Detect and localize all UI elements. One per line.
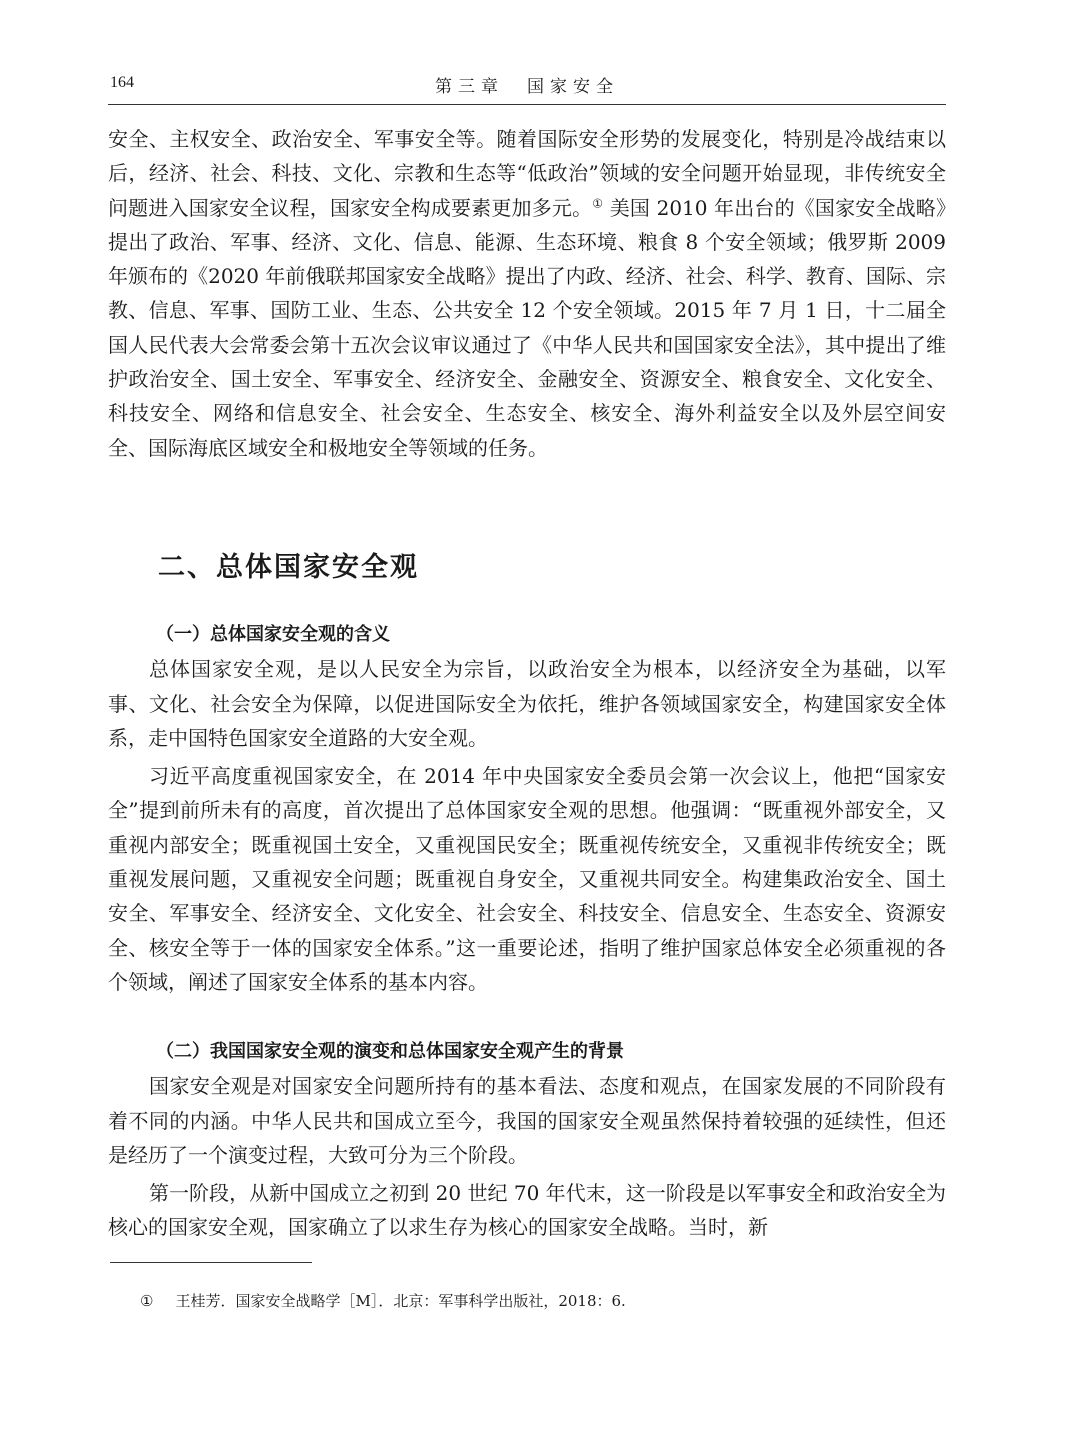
subsection-1-heading: （一）总体国家安全观的含义: [156, 624, 390, 645]
footnote: [140, 1290, 626, 1311]
subsection-1-paragraph-2: 习近平高度重视国家安全，在 2014 年中央国家安全委员会第一次会议上，他把“国家安全”提到前所未有的高度，首次提出了总体国家安全观的思想。他强调：“既重视外部安全，又重视内部安全；既重视国土安全，又重视国民安全；既重视传统安全，又重视非传统安全；既重视发展问题，又重视安全问题；既重视自身安全，又重视共同安全。构建集政治安全、国土安全、军事安全、经济安全、文化安全、社会安全、科技安全、信息安全、生态安全、资源安全、核安全等于一体的国家安全体系。”这一重要论述，指明了维护国家总体安全必须重视的各个领域，阐述了国家安全体系的基本内容。: [108, 764, 946, 994]
subsection-2: [108, 1035, 946, 1245]
subsection-2-paragraph-1: 国家安全观是对国家安全问题所持有的基本看法、态度和观点，在国家发展的不同阶段有着不同的内涵。中华人民共和国成立至今，我国的国家安全观虽然保持着较强的延续性，但还是经历了一个演变过程，大致可分为三个阶段。: [108, 1074, 946, 1167]
intro-paragraph: [108, 122, 946, 465]
footnote-mark: ①: [140, 1292, 154, 1310]
header-rule: [108, 104, 946, 105]
subsection-2-paragraph-2: 第一阶段，从新中国成立之初到 20 世纪 70 年代末，这一阶段是以军事安全和政治安全为核心的国家安全观，国家确立了以求生存为核心的国家安全战略。当时，新: [108, 1181, 946, 1240]
subsection-1: [108, 618, 946, 999]
footnote-text: 王桂芳．国家安全战略学［M］．北京：军事科学出版社，2018：6.: [175, 1292, 626, 1310]
running-head: 第三章 国家安全: [435, 77, 619, 97]
intro-text: 安全、主权安全、政治安全、军事安全等。随着国际安全形势的发展变化，特别是冷战结束以后，经济、社会、科技、文化、宗教和生态等“低政治”领域的安全问题开始显现，非传统安全问题进入国家安全议程，国家安全构成要素更加多元。: [108, 127, 946, 220]
footnote-reference[interactable]: ①: [592, 195, 604, 210]
intro-block: [108, 122, 946, 465]
page-number: 164: [110, 74, 134, 91]
footnote-rule: [110, 1262, 312, 1263]
subsection-1-paragraph-1: 总体国家安全观，是以人民安全为宗旨，以政治安全为根本，以经济安全为基础，以军事、文化、社会安全为保障，以促进国际安全为依托，维护各领域国家安全，构建国家安全体系，走中国特色国家安全道路的大安全观。: [108, 657, 946, 750]
subsection-2-heading: （二）我国国家安全观的演变和总体国家安全观产生的背景: [156, 1041, 624, 1062]
intro-text-continued: 美国 2010 年出台的《国家安全战略》提出了政治、军事、经济、文化、信息、能源、生态环境、粮食 8 个安全领域；俄罗斯 2009 年颁布的《2020 年前俄联邦国家安全战略》提出了内政、经济、社会、科学、教育、国际、宗教、信息、军事、国防工业、生态、公共安全 12 个安全领域。2015 年 7 月 1 日，十二届全国人民代表大会常委会第十五次会议审议通过了《中华人民共和国国家安全法》，其中提出了维护政治安全、国土安全、军事安全、经济安全、金融安全、资源安全、粮食安全、文化安全、科技安全、网络和信息安全、社会安全、生态安全、核安全、海外利益安全以及外层空间安全、国际海底区域安全和极地安全等领域的任务。: [108, 195, 946, 460]
page-header: [108, 72, 946, 98]
section-heading: 二、总体国家安全观: [158, 552, 419, 583]
